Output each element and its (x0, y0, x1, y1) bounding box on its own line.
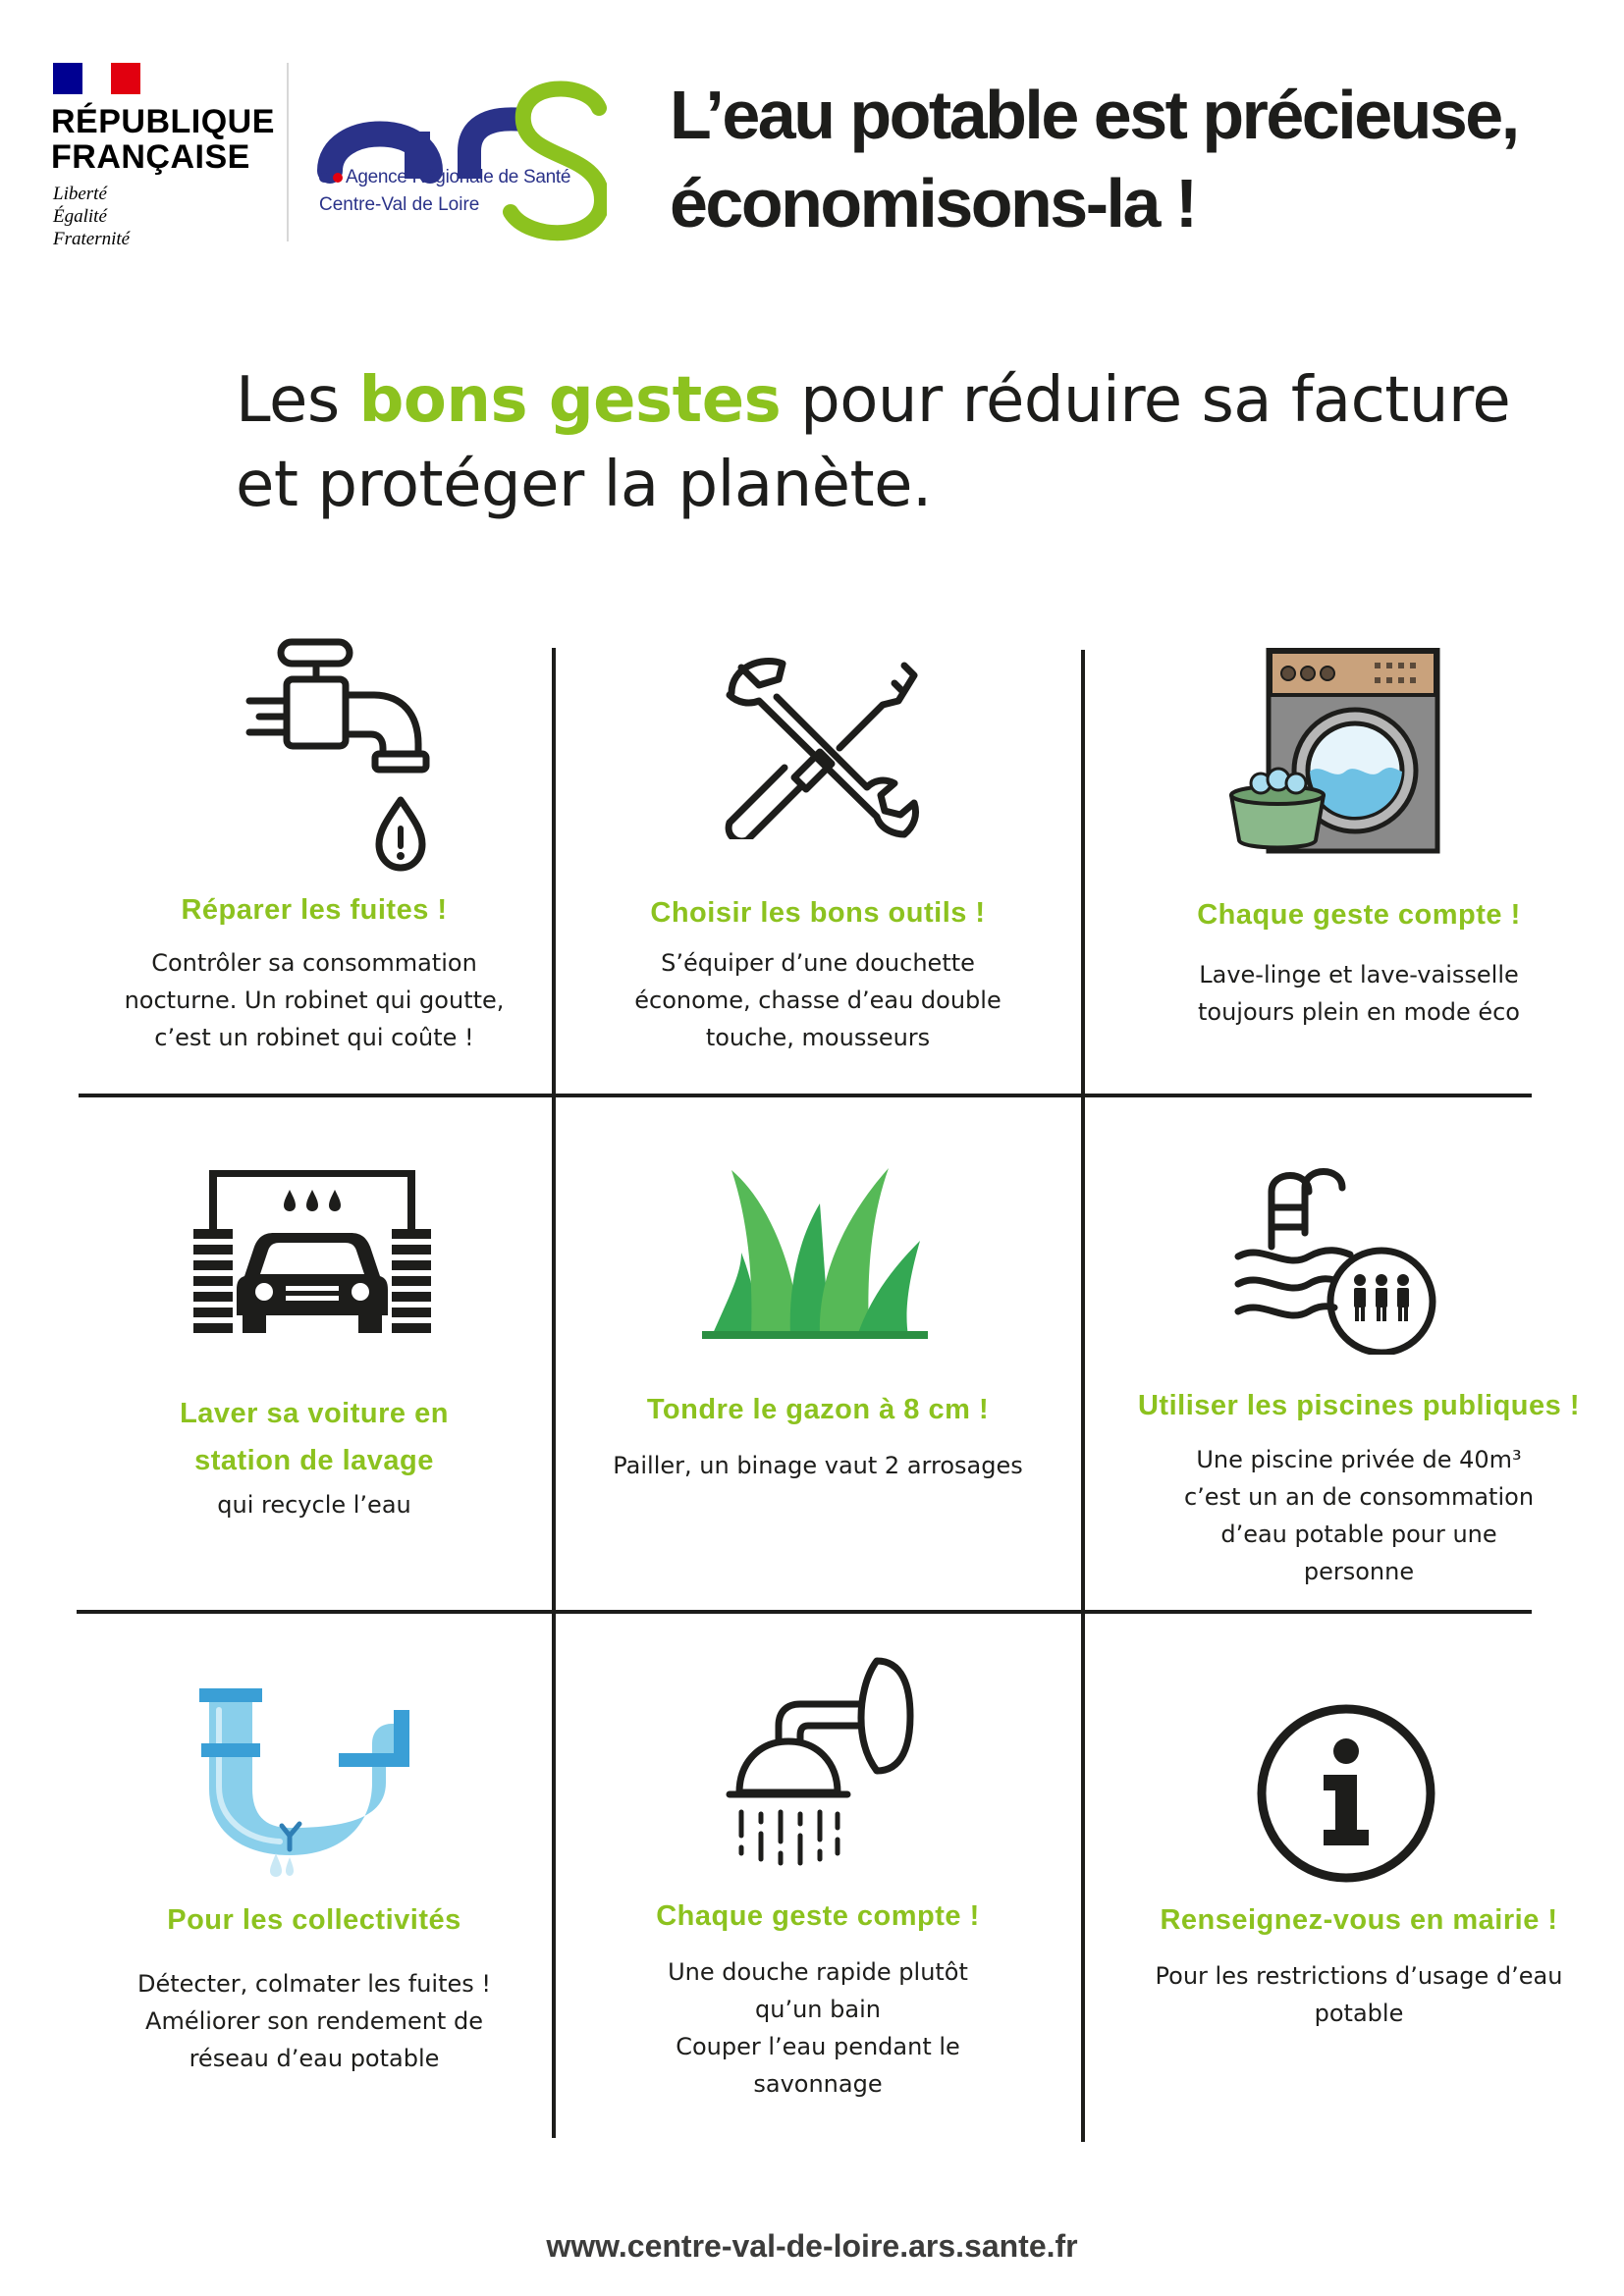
cell-text-collectivites (79, 1965, 550, 2077)
subtitle-pre: Les (236, 364, 359, 437)
page-title-line2: économisons-la ! (670, 165, 1196, 241)
cell-text-geste (1086, 956, 1624, 1031)
leaking-pipe-icon (191, 1681, 412, 1877)
grass-icon (702, 1164, 928, 1341)
shower-head-icon (722, 1657, 918, 1873)
header-divider (287, 63, 289, 241)
grid-divider-h2 (77, 1610, 1532, 1614)
motto-liberte: Liberté (53, 184, 107, 204)
cell-text-outils (558, 944, 1078, 1056)
cell-title-piscines: Utiliser les piscines publiques ! (1137, 1390, 1580, 1421)
republique-line1: RÉPUBLIQUE (51, 103, 275, 140)
cell-title-geste: Chaque geste compte ! (1197, 899, 1521, 931)
ars-dots-icon (318, 172, 346, 184)
leaking-faucet-icon (245, 638, 432, 874)
cell-text-fuites (79, 944, 550, 1056)
cell-title-douche: Chaque geste compte ! (656, 1900, 980, 1932)
cell-text-line: c’est un robinet qui coûte ! (154, 1024, 474, 1051)
ars-region-name: Centre-Val de Loire (319, 194, 480, 215)
grid-divider-v1 (552, 648, 556, 2138)
grid-divider-v2 (1081, 650, 1085, 2142)
cell-title-outils: Choisir les bons outils ! (650, 897, 986, 929)
cell-text-gazon (558, 1447, 1078, 1484)
cell-text-line: Lave-linge et lave-vaisselle (1199, 961, 1519, 988)
cell-text-line: Contrôler sa consommation (151, 949, 477, 977)
motto-egalite: Égalité (53, 206, 107, 227)
cell-text-line: économe, chasse d’eau double (634, 987, 1001, 1014)
cell-text-line: S’équiper d’une douchette (661, 949, 975, 977)
cell-text-line: Une piscine privée de 40m³ (1196, 1446, 1522, 1473)
cell-text-line: réseau d’eau potable (189, 2045, 440, 2072)
cell-title-mairie: Renseignez-vous en mairie ! (1160, 1904, 1558, 1936)
cell-text-line: toujours plein en mode éco (1198, 998, 1520, 1026)
cell-text-line: qui recycle l’eau (217, 1491, 411, 1519)
footer-url-link[interactable]: www.centre-val-de-loire.ars.sante.fr (546, 2228, 1078, 2264)
cell-text-piscines (1088, 1441, 1624, 1590)
cell-title-gazon: Tondre le gazon à 8 cm ! (646, 1394, 990, 1425)
cell-text-line: potable (1314, 2000, 1404, 2027)
cell-text-line: Pour les restrictions d’usage d’eau (1155, 1962, 1563, 1990)
cell-text-line: touche, mousseurs (705, 1024, 931, 1051)
ars-logo (312, 63, 607, 249)
motto-fraternite: Fraternité (53, 229, 131, 249)
cell-text-line: Une douche rapide plutôt (668, 1958, 968, 1986)
cell-text-line: Améliorer son rendement de (145, 2007, 483, 2035)
cell-text-line: personne (1303, 1558, 1415, 1585)
subtitle-highlight: bons gestes (358, 364, 782, 437)
ars-agency-name: Agence Régionale de Santé (346, 167, 571, 187)
cell-text-line: savonnage (753, 2070, 883, 2098)
subtitle-post: pour réduire sa facture (781, 364, 1511, 437)
cell-text-line: Couper l’eau pendant le (676, 2033, 960, 2060)
cell-text-line: Pailler, un binage vaut 2 arrosages (613, 1452, 1023, 1479)
subtitle (236, 358, 1561, 527)
cell-text-mairie (1088, 1957, 1624, 2032)
car-wash-icon (189, 1166, 435, 1338)
grid-divider-h1 (79, 1094, 1532, 1097)
cell-title-line: Laver sa voiture en (180, 1398, 449, 1429)
swimming-pool-icon (1232, 1158, 1438, 1355)
cell-title-collectivites: Pour les collectivités (167, 1904, 461, 1936)
info-icon (1255, 1702, 1437, 1885)
cell-text-line: c’est un an de consommation (1183, 1483, 1535, 1511)
cell-title-line: station de lavage (194, 1445, 434, 1476)
washing-machine-icon (1227, 648, 1443, 859)
republic-motto (53, 183, 249, 250)
republique-line2: FRANÇAISE (51, 138, 250, 176)
cell-text-line: d’eau potable pour une (1220, 1521, 1497, 1548)
cell-title-voiture (79, 1390, 550, 1484)
wrench-screwdriver-icon (722, 658, 923, 839)
republique-francaise-label (51, 104, 287, 175)
cell-text-line: Détecter, colmater les fuites ! (136, 1970, 492, 1998)
cell-text-line: qu’un bain (755, 1996, 881, 2023)
cell-text-line: nocturne. Un robinet qui goutte, (124, 987, 505, 1014)
page-title-line1: L’eau potable est précieuse, (670, 77, 1518, 153)
cell-text-douche (558, 1953, 1078, 2103)
subtitle-line2: et protéger la planète. (236, 449, 932, 521)
cell-text-voiture (79, 1486, 550, 1523)
page-title (670, 71, 1612, 247)
cell-title-fuites: Réparer les fuites ! (181, 894, 448, 926)
marianne-flag-logo (53, 63, 140, 94)
